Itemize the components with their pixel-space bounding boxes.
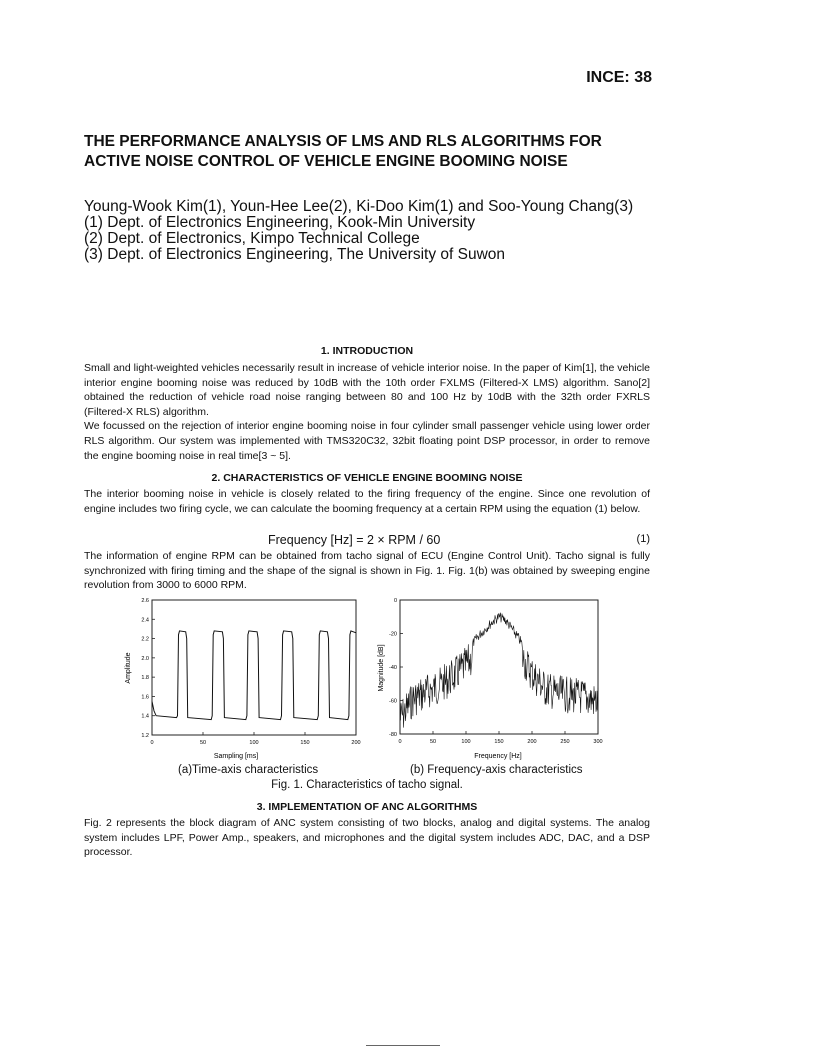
- y-tick-label: 1.4: [141, 713, 149, 720]
- section-heading-introduction: 1. INTRODUCTION: [320, 345, 414, 357]
- x-tick-label: 50: [199, 740, 207, 746]
- scan-mark: [366, 1045, 440, 1046]
- tacho-signal-series: [152, 631, 356, 720]
- y-axis-label: Magnitude [dB]: [378, 644, 385, 692]
- y-tick-label: 2.2: [141, 636, 149, 643]
- paragraph: The interior booming noise in vehicle is closely related to the firing frequency of the engine. Since one revolution of engine includes two firing cycle, we can calculate the booming frequency at a certain RPM using the equation (1) below.: [84, 488, 650, 515]
- paragraph: We focussed on the rejection of interior engine booming noise in four cylinder small passenger vehicle using lower order RLS algorithm. Our system was implemented with TMS320C32, 32bit floating point DSP processor, in order to remove the engine booming noise in real time[3 ~ 5].: [84, 420, 650, 462]
- x-tick-label: 200: [527, 739, 537, 745]
- equation-number: (1): [636, 533, 650, 545]
- figure-caption-a: (a)Time-axis characteristics: [178, 764, 319, 776]
- x-tick-label: 300: [593, 739, 603, 745]
- affiliation-3: (3) Dept. of Electronics Engineering, The University of Suwon: [84, 246, 505, 263]
- y-tick-label: 2.4: [141, 617, 149, 624]
- x-tick-label: 250: [560, 739, 570, 745]
- figure-caption-b: (b) Frequency-axis characteristics: [410, 764, 583, 776]
- x-tick-label: 150: [300, 740, 310, 746]
- x-tick-label: 100: [249, 740, 259, 746]
- title-line-1: THE PERFORMANCE ANALYSIS OF LMS AND RLS ALGORITHMS FOR: [84, 133, 602, 150]
- y-tick-label: -60: [389, 698, 397, 705]
- paper-title: [84, 132, 684, 172]
- y-tick-label: -80: [389, 732, 397, 738]
- y-tick-label: 2.6: [141, 598, 149, 604]
- y-tick-label: 0: [393, 598, 397, 604]
- affiliation-1: (1) Dept. of Electronics Engineering, Kook-Min University: [84, 214, 476, 231]
- y-tick-label: 1.2: [141, 733, 149, 739]
- x-axis-label: Sampling [ms]: [213, 753, 259, 760]
- y-tick-label: 2.0: [141, 655, 149, 662]
- section-heading-characteristics: 2. CHARACTERISTICS OF VEHICLE ENGINE BOOMING NOISE: [211, 472, 523, 484]
- y-tick-label: -40: [389, 665, 397, 671]
- equation-1: [84, 533, 650, 549]
- figure-1a-time-chart: [112, 594, 364, 762]
- paper-id: INCE: 38: [586, 69, 652, 86]
- plot-frame: [152, 600, 356, 735]
- x-tick-label: 50: [429, 739, 437, 745]
- y-tick-label: 1.6: [141, 694, 149, 701]
- title-line-2: ACTIVE NOISE CONTROL OF VEHICLE ENGINE BOOMING NOISE: [84, 153, 568, 170]
- plot-frame: [400, 600, 598, 734]
- spectrum-series: [400, 613, 598, 728]
- section-introduction-body: [84, 361, 650, 463]
- paragraph: Small and light-weighted vehicles necessarily result in increase of vehicle interior noise. In the paper of Kim[1], the vehicle interior engine booming noise was reduced by 10dB with the 10th order FXLMS (Filtered-X LMS) algorithm. Sano[2] obtained the reduction of vehicle road noise ranging between 80 and 100 Hz by 10dB with the 32th order FXRLS (Filtered-X RLS) algorithm.: [84, 362, 650, 418]
- section-heading-implementation: 3. IMPLEMENTATION OF ANC ALGORITHMS: [256, 801, 478, 813]
- figure-caption: Fig. 1. Characteristics of tacho signal.: [271, 779, 463, 791]
- x-tick-label: 200: [351, 740, 361, 746]
- x-tick-label: 0: [150, 740, 154, 746]
- paragraph: The information of engine RPM can be obtained from tacho signal of ECU (Engine Control Unit). Tacho signal is fully synchronized with firing timing and the shape of the signal is shown in Fig. 1. Fig. 1(b) was obtained by sweeping engine revolution from 3000 to 6000 RPM.: [84, 550, 650, 592]
- author-block: [84, 199, 724, 263]
- x-axis-label: Frequency [Hz]: [474, 753, 522, 760]
- equation-text: Frequency [Hz] = 2 × RPM / 60: [268, 533, 441, 547]
- x-tick-label: 0: [398, 739, 402, 745]
- x-tick-label: 100: [461, 739, 471, 745]
- affiliation-2: (2) Dept. of Electronics, Kimpo Technical College: [84, 230, 420, 247]
- y-tick-label: -20: [389, 631, 397, 638]
- y-tick-label: 1.8: [141, 675, 149, 682]
- paragraph: Fig. 2 represents the block diagram of ANC system consisting of two blocks, analog and digital systems. The analog system includes LPF, Power Amp., speakers, and microphones and the digital system includes ADC, DAC, and a DSP processor.: [84, 817, 650, 859]
- y-axis-label: Amplitude: [125, 652, 132, 684]
- author-names: Young-Wook Kim(1), Youn-Hee Lee(2), Ki-Doo Kim(1) and Soo-Young Chang(3): [84, 198, 634, 215]
- figure-1b-frequency-chart: [374, 594, 610, 762]
- x-tick-label: 150: [494, 739, 504, 745]
